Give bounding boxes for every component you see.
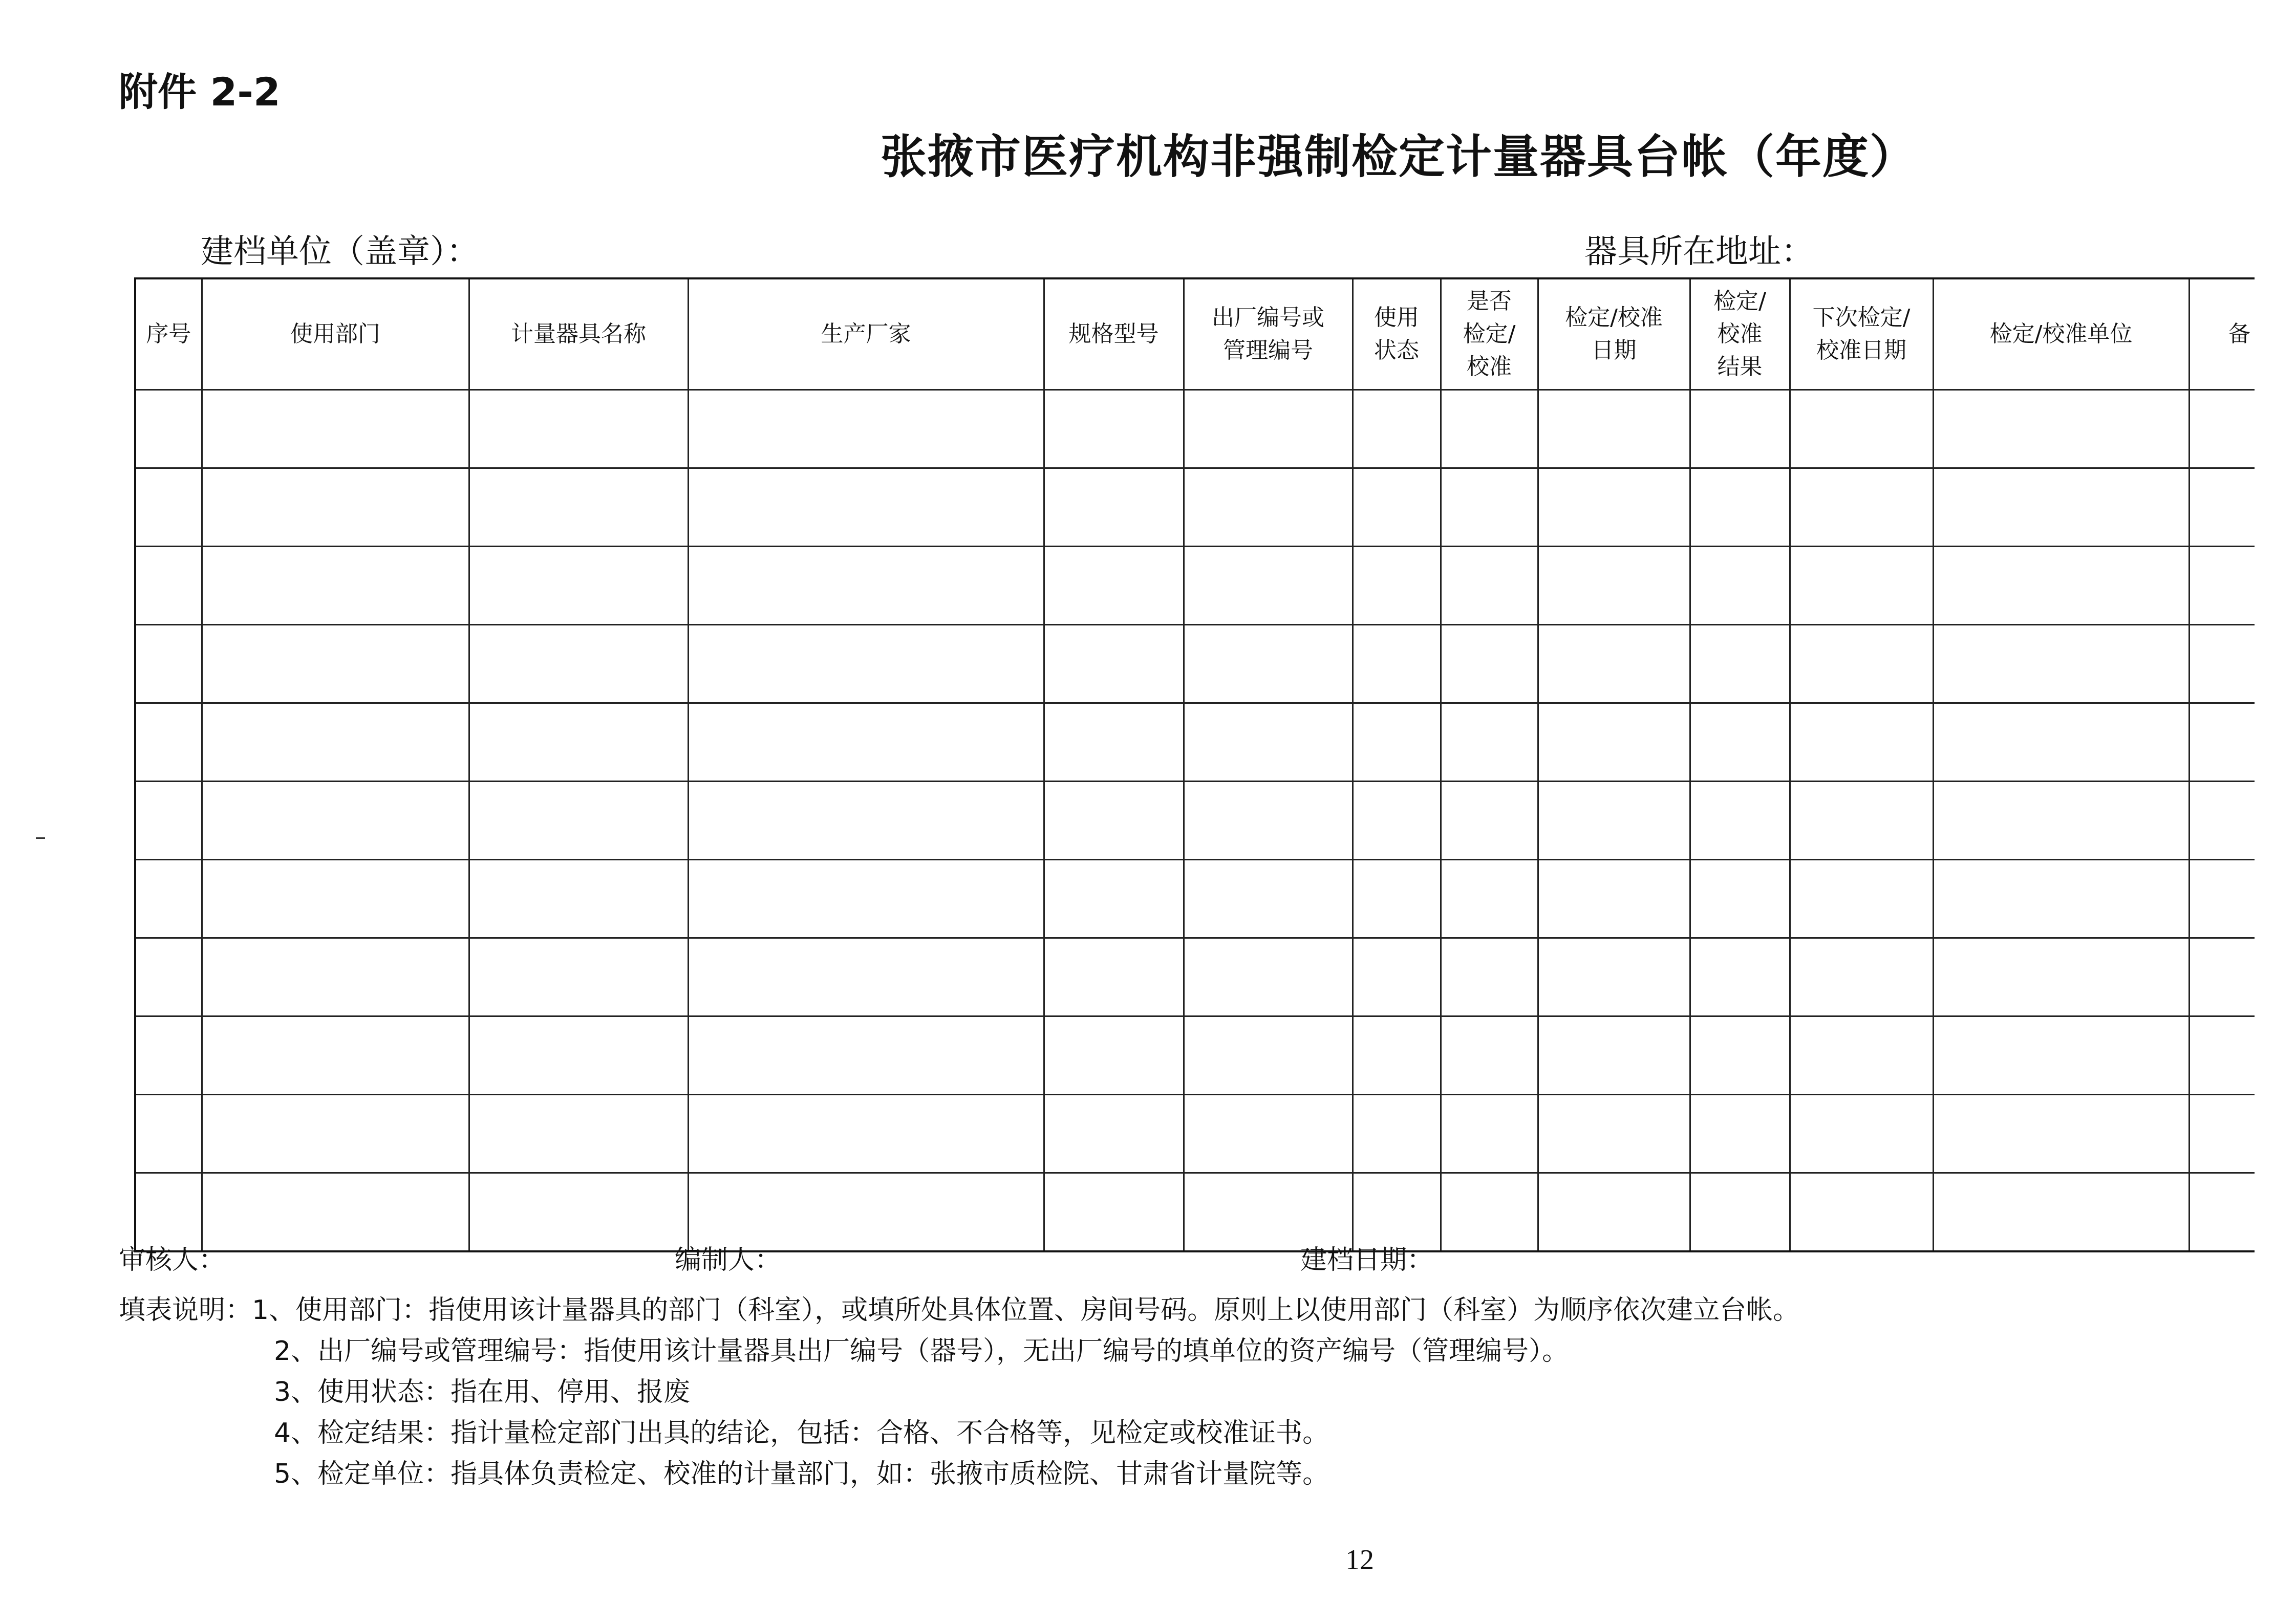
table-cell[interactable]	[1790, 782, 1933, 860]
table-cell[interactable]	[1933, 938, 2189, 1016]
column-header-calibration-unit: 检定/校准单位	[1933, 278, 2189, 390]
table-cell[interactable]	[1353, 390, 1441, 468]
table-cell[interactable]	[469, 1095, 688, 1173]
reviewer-label: 审核人：	[119, 1245, 226, 1275]
table-cell[interactable]	[469, 782, 688, 860]
table-cell[interactable]	[1353, 625, 1441, 703]
table-cell[interactable]	[1790, 1173, 1933, 1252]
column-header-seq: 序号	[135, 278, 202, 390]
table-cell[interactable]	[1353, 547, 1441, 625]
table-cell[interactable]	[1184, 1173, 1353, 1252]
table-cell[interactable]	[1538, 1095, 1690, 1173]
table-cell[interactable]	[1538, 1173, 1690, 1252]
table-cell[interactable]	[1933, 1016, 2189, 1095]
table-cell[interactable]	[1184, 1016, 1353, 1095]
table-cell[interactable]	[1044, 703, 1184, 782]
table-cell[interactable]	[1044, 1016, 1184, 1095]
page-number: 12	[1345, 1544, 1374, 1576]
table-cell[interactable]	[469, 625, 688, 703]
column-header-calibration-date: 检定/校准 日期	[1538, 278, 1690, 390]
table-cell[interactable]	[1353, 703, 1441, 782]
table-cell[interactable]	[1690, 625, 1790, 703]
table-cell[interactable]	[2189, 860, 2255, 938]
table-cell[interactable]	[1690, 938, 1790, 1016]
table-cell[interactable]	[2189, 782, 2255, 860]
table-cell[interactable]	[135, 860, 202, 938]
table-row	[135, 625, 2255, 703]
table-row	[135, 1016, 2255, 1095]
table-cell[interactable]	[688, 782, 1044, 860]
table-cell[interactable]	[1184, 625, 1353, 703]
table-cell[interactable]	[1353, 1173, 1441, 1252]
table-cell[interactable]	[1353, 860, 1441, 938]
device-address-label: 器具所在地址：	[1584, 233, 1814, 271]
table-cell[interactable]	[2189, 1095, 2255, 1173]
ledger-header-row	[135, 278, 2255, 390]
table-cell[interactable]	[2189, 468, 2255, 547]
table-cell[interactable]	[1441, 860, 1538, 938]
page-title: 张掖市医疗机构非强制检定计量器具台帐（年度）	[881, 130, 1917, 184]
table-cell[interactable]	[1933, 390, 2189, 468]
column-header-model: 规格型号	[1044, 278, 1184, 390]
table-cell[interactable]	[688, 468, 1044, 547]
table-cell[interactable]	[1790, 703, 1933, 782]
table-row	[135, 782, 2255, 860]
table-cell[interactable]	[1790, 860, 1933, 938]
table-cell[interactable]	[2189, 703, 2255, 782]
table-cell[interactable]	[1044, 860, 1184, 938]
table-row	[135, 938, 2255, 1016]
table-cell[interactable]	[202, 625, 469, 703]
table-cell[interactable]	[1044, 390, 1184, 468]
table-row	[135, 703, 2255, 782]
table-cell[interactable]	[1441, 1173, 1538, 1252]
table-cell[interactable]	[1184, 782, 1353, 860]
table-cell[interactable]	[1184, 1095, 1353, 1173]
table-cell[interactable]	[135, 625, 202, 703]
filing-date-label: 建档日期：	[1300, 1245, 1434, 1275]
table-cell[interactable]	[1690, 1173, 1790, 1252]
table-cell[interactable]	[1044, 938, 1184, 1016]
table-cell[interactable]	[202, 390, 469, 468]
table-cell[interactable]	[1933, 703, 2189, 782]
table-cell[interactable]	[1044, 468, 1184, 547]
table-cell[interactable]	[688, 1016, 1044, 1095]
table-cell[interactable]	[1933, 1095, 2189, 1173]
table-cell[interactable]	[1933, 782, 2189, 860]
table-cell[interactable]	[1441, 1095, 1538, 1173]
table-cell[interactable]	[1690, 468, 1790, 547]
table-cell[interactable]	[1790, 625, 1933, 703]
column-header-instrument-name: 计量器具名称	[469, 278, 688, 390]
column-header-serial-number: 出厂编号或 管理编号	[1184, 278, 1353, 390]
table-cell[interactable]	[1538, 860, 1690, 938]
table-cell[interactable]	[469, 860, 688, 938]
table-cell[interactable]	[1044, 625, 1184, 703]
table-cell[interactable]	[1790, 1095, 1933, 1173]
instruction-text: 1、使用部门：指使用该计量器具的部门（科室），或填所处具体位置、房间号码。原则上以使用部门（科室）为顺序依次建立台帐。	[252, 1295, 1800, 1326]
table-cell[interactable]	[135, 782, 202, 860]
table-cell[interactable]	[1184, 390, 1353, 468]
table-cell[interactable]	[1933, 625, 2189, 703]
table-row	[135, 1095, 2255, 1173]
table-cell[interactable]	[1690, 1016, 1790, 1095]
table-cell[interactable]	[2189, 1016, 2255, 1095]
table-cell[interactable]	[1441, 390, 1538, 468]
table-cell[interactable]	[1538, 703, 1690, 782]
table-cell[interactable]	[1790, 547, 1933, 625]
table-cell[interactable]	[2189, 1173, 2255, 1252]
table-cell[interactable]	[1441, 782, 1538, 860]
table-row	[135, 390, 2255, 468]
table-cell[interactable]	[135, 703, 202, 782]
table-cell[interactable]	[1441, 1016, 1538, 1095]
column-header-calibrated: 是否 检定/ 校准	[1441, 278, 1538, 390]
table-cell[interactable]	[202, 1173, 469, 1252]
instruction-item: 5、检定单位：指具体负责检定、校准的计量部门，如：张掖市质检院、甘肃省计量院等。	[274, 1459, 1329, 1489]
table-cell[interactable]	[688, 860, 1044, 938]
table-cell[interactable]	[1538, 625, 1690, 703]
table-cell[interactable]	[1690, 782, 1790, 860]
column-header-calibration-result: 检定/ 校准 结果	[1690, 278, 1790, 390]
filling-instructions	[119, 1290, 1799, 1495]
table-row	[135, 547, 2255, 625]
table-cell[interactable]	[1044, 1095, 1184, 1173]
instructions-prefix: 填表说明：	[119, 1295, 252, 1326]
instruction-item: 3、使用状态：指在用、停用、报废	[274, 1377, 691, 1408]
column-header-department: 使用部门	[202, 278, 469, 390]
table-cell[interactable]	[1353, 938, 1441, 1016]
table-cell[interactable]	[469, 547, 688, 625]
table-cell[interactable]	[1933, 860, 2189, 938]
table-cell[interactable]	[1441, 468, 1538, 547]
table-cell[interactable]	[135, 938, 202, 1016]
table-cell[interactable]	[1538, 547, 1690, 625]
table-cell[interactable]	[135, 390, 202, 468]
table-cell[interactable]	[1353, 468, 1441, 547]
table-cell[interactable]	[1790, 1016, 1933, 1095]
table-cell[interactable]	[135, 1095, 202, 1173]
table-cell[interactable]	[469, 1016, 688, 1095]
table-cell[interactable]	[1790, 390, 1933, 468]
table-cell[interactable]	[1538, 782, 1690, 860]
table-cell[interactable]	[469, 390, 688, 468]
table-cell[interactable]	[1353, 1095, 1441, 1173]
table-row	[135, 468, 2255, 547]
table-cell[interactable]	[688, 703, 1044, 782]
scan-mark	[36, 837, 45, 839]
table-cell[interactable]	[1790, 468, 1933, 547]
table-cell[interactable]	[135, 547, 202, 625]
editor-label: 编制人：	[675, 1245, 782, 1275]
table-cell[interactable]	[1933, 1173, 2189, 1252]
table-cell[interactable]	[688, 1095, 1044, 1173]
table-cell[interactable]	[1441, 625, 1538, 703]
table-cell[interactable]	[202, 782, 469, 860]
table-cell[interactable]	[1538, 938, 1690, 1016]
column-header-next-calibration-date: 下次检定/ 校准日期	[1790, 278, 1933, 390]
table-cell[interactable]	[1044, 1173, 1184, 1252]
table-cell[interactable]	[1690, 860, 1790, 938]
table-cell[interactable]	[1441, 703, 1538, 782]
table-cell[interactable]	[1184, 468, 1353, 547]
table-cell[interactable]	[1933, 547, 2189, 625]
table-cell[interactable]	[1184, 703, 1353, 782]
table-cell[interactable]	[1184, 938, 1353, 1016]
column-header-manufacturer: 生产厂家	[688, 278, 1044, 390]
table-cell[interactable]	[135, 1173, 202, 1252]
table-cell[interactable]	[1790, 938, 1933, 1016]
table-cell[interactable]	[1538, 468, 1690, 547]
table-cell[interactable]	[469, 703, 688, 782]
table-cell[interactable]	[1538, 1016, 1690, 1095]
table-cell[interactable]	[1044, 782, 1184, 860]
table-cell[interactable]	[1353, 1016, 1441, 1095]
table-cell[interactable]	[469, 938, 688, 1016]
filing-unit-label: 建档单位（盖章）：	[201, 233, 479, 271]
table-cell[interactable]	[688, 547, 1044, 625]
table-cell[interactable]	[1690, 703, 1790, 782]
table-cell[interactable]	[688, 1173, 1044, 1252]
table-cell[interactable]	[1441, 547, 1538, 625]
table-cell[interactable]	[1184, 547, 1353, 625]
instruction-item: 2、出厂编号或管理编号：指使用该计量器具出厂编号（器号），无出厂编号的填单位的资产编号（管理编号）。	[274, 1336, 1569, 1367]
table-cell[interactable]	[202, 1095, 469, 1173]
table-cell[interactable]	[1044, 547, 1184, 625]
column-header-usage-status: 使用 状态	[1353, 278, 1441, 390]
column-header-remarks: 备	[2189, 278, 2255, 390]
attachment-label: 附件 2-2	[119, 69, 281, 115]
ledger-body	[135, 390, 2255, 1252]
table-cell[interactable]	[2189, 547, 2255, 625]
table-cell[interactable]	[469, 468, 688, 547]
table-cell[interactable]	[202, 468, 469, 547]
table-cell[interactable]	[688, 390, 1044, 468]
table-cell[interactable]	[1690, 547, 1790, 625]
ledger-table	[134, 277, 2255, 1252]
table-cell[interactable]	[202, 703, 469, 782]
table-cell[interactable]	[202, 547, 469, 625]
table-cell[interactable]	[2189, 625, 2255, 703]
table-row	[135, 860, 2255, 938]
table-cell[interactable]	[202, 938, 469, 1016]
table-cell[interactable]	[1441, 938, 1538, 1016]
table-cell[interactable]	[2189, 938, 2255, 1016]
table-cell[interactable]	[135, 1016, 202, 1095]
table-cell[interactable]	[202, 1016, 469, 1095]
instruction-item: 4、检定结果：指计量检定部门出具的结论，包括：合格、不合格等，见检定或校准证书。	[274, 1418, 1329, 1448]
table-cell[interactable]	[1933, 468, 2189, 547]
table-row	[135, 1173, 2255, 1252]
table-cell[interactable]	[1690, 390, 1790, 468]
table-cell[interactable]	[469, 1173, 688, 1252]
table-cell[interactable]	[1538, 390, 1690, 468]
instruction-item	[119, 1290, 1799, 1331]
table-cell[interactable]	[688, 938, 1044, 1016]
table-cell[interactable]	[202, 860, 469, 938]
table-cell[interactable]	[688, 625, 1044, 703]
table-cell[interactable]	[1690, 1095, 1790, 1173]
table-cell[interactable]	[1353, 782, 1441, 860]
table-cell[interactable]	[135, 468, 202, 547]
table-cell[interactable]	[2189, 390, 2255, 468]
table-cell[interactable]	[1184, 860, 1353, 938]
